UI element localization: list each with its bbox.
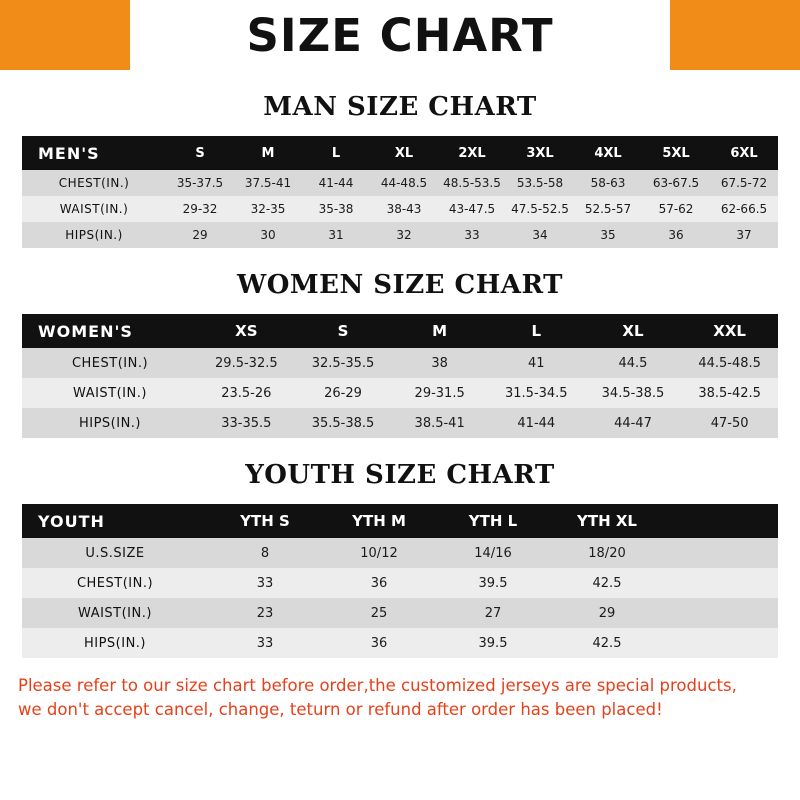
men-cell-2-7: 36 (668, 228, 684, 242)
women-cell-2-1: 35.5-38.5 (311, 415, 375, 431)
men-cell-1-7: 57-62 (658, 202, 694, 216)
men-col-6: 4XL (594, 145, 622, 161)
men-col-0: S (195, 145, 205, 161)
men-cell-0-8: 67.5-72 (720, 176, 768, 190)
women-row-2-label: HIPS(IN.) (78, 415, 142, 431)
men-cell-1-8: 62-66.5 (720, 202, 768, 216)
youth-table-body (22, 538, 778, 658)
men-cell-2-1: 30 (260, 228, 276, 242)
note-line-1: Please refer to our size chart before order,the customized jerseys are special products, (18, 676, 737, 695)
women-cell-1-3: 31.5-34.5 (505, 385, 568, 401)
men-cell-0-7: 63-67.5 (652, 176, 700, 190)
women-col-4: XL (622, 322, 644, 340)
youth-row-2-label: WAIST(IN.) (78, 605, 152, 621)
header-banner-inner (130, 0, 670, 70)
men-table-body (22, 170, 778, 248)
youth-row-label-header: YOUTH (38, 511, 105, 531)
table-row (22, 598, 778, 628)
youth-cell-2-3: 29 (598, 605, 616, 621)
men-table-head (22, 136, 778, 170)
youth-cell-3-0: 33 (256, 635, 274, 651)
youth-cell-3-spacer (664, 628, 778, 658)
youth-cell-1-1: 36 (370, 575, 388, 591)
table-row (22, 222, 778, 248)
women-cell-2-4: 44-47 (614, 415, 652, 431)
youth-cell-0-spacer (664, 538, 778, 568)
youth-cell-3-1: 36 (370, 635, 388, 651)
youth-col-3: YTH XL (577, 512, 637, 530)
table-row (22, 628, 778, 658)
men-cell-2-4: 33 (464, 228, 480, 242)
men-cell-1-1: 32-35 (250, 202, 286, 216)
section-women (0, 270, 800, 438)
men-cell-0-6: 58-63 (590, 176, 626, 190)
men-col-8: 6XL (730, 145, 758, 161)
section-title-youth: YOUTH SIZE CHART (245, 460, 555, 490)
table-header-row (22, 504, 778, 538)
women-row-label-header: WOMEN'S (38, 321, 133, 341)
youth-cell-1-3: 42.5 (592, 575, 622, 591)
youth-cell-2-0: 23 (256, 605, 274, 621)
youth-cell-0-1: 10/12 (360, 545, 398, 561)
men-cell-0-5: 53.5-58 (516, 176, 564, 190)
women-cell-2-2: 38.5-41 (414, 415, 465, 431)
women-cell-2-5: 47-50 (710, 415, 749, 431)
table-row (22, 408, 778, 438)
men-cell-1-4: 43-47.5 (448, 202, 496, 216)
youth-cell-1-2: 39.5 (478, 575, 508, 591)
youth-cell-0-3: 18/20 (588, 545, 626, 561)
men-cell-1-5: 47.5-52.5 (511, 202, 569, 216)
youth-cell-1-spacer (664, 568, 778, 598)
men-cell-0-0: 35-37.5 (176, 176, 224, 190)
men-cell-0-3: 44-48.5 (380, 176, 428, 190)
men-cell-2-2: 31 (328, 228, 344, 242)
youth-col-spacer (664, 504, 778, 538)
youth-cell-2-spacer (664, 598, 778, 628)
order-policy-note (0, 674, 800, 722)
men-cell-1-2: 35-38 (318, 202, 354, 216)
table-row (22, 348, 778, 378)
youth-row-1-label: CHEST(IN.) (76, 575, 154, 591)
women-cell-1-5: 38.5-42.5 (698, 385, 761, 401)
men-row-1-label: WAIST(IN.) (59, 202, 129, 216)
table-row (22, 568, 778, 598)
women-cell-2-3: 41-44 (517, 415, 556, 431)
men-col-5: 3XL (526, 145, 554, 161)
men-cell-1-6: 52.5-57 (584, 202, 632, 216)
youth-size-table (22, 504, 778, 658)
youth-col-2: YTH L (468, 512, 518, 530)
women-cell-1-0: 23.5-26 (221, 385, 272, 401)
women-cell-0-2: 38 (431, 355, 448, 371)
men-col-1: M (261, 145, 275, 161)
women-col-1: S (337, 322, 349, 340)
women-table-head (22, 314, 778, 348)
youth-cell-3-3: 42.5 (592, 635, 622, 651)
men-col-2: L (331, 145, 341, 161)
men-cell-2-8: 37 (736, 228, 752, 242)
men-cell-0-1: 37.5-41 (244, 176, 292, 190)
men-cell-2-5: 34 (532, 228, 548, 242)
men-col-4: 2XL (458, 145, 486, 161)
women-size-table (22, 314, 778, 438)
men-row-0-label: CHEST(IN.) (58, 176, 130, 190)
women-row-1-label: WAIST(IN.) (73, 385, 147, 401)
page-title: SIZE CHART (246, 8, 554, 62)
table-row (22, 170, 778, 196)
women-col-0: XS (235, 322, 258, 340)
note-line-2: we don't accept cancel, change, teturn or refund after order has been placed! (18, 699, 663, 719)
men-cell-1-3: 38-43 (386, 202, 422, 216)
youth-cell-3-2: 39.5 (478, 635, 508, 651)
youth-cell-2-2: 27 (484, 605, 502, 621)
women-cell-2-0: 33-35.5 (221, 415, 272, 431)
youth-row-0-label: U.S.SIZE (85, 545, 145, 561)
women-cell-1-1: 26-29 (324, 385, 362, 401)
youth-col-1: YTH M (352, 512, 406, 530)
header-banner (0, 0, 800, 70)
table-row (22, 538, 778, 568)
youth-cell-1-0: 33 (256, 575, 274, 591)
table-row (22, 196, 778, 222)
men-cell-2-3: 32 (396, 228, 412, 242)
men-size-table (22, 136, 778, 248)
table-header-row (22, 136, 778, 170)
women-cell-0-1: 32.5-35.5 (311, 355, 375, 371)
men-row-label-header: MEN'S (38, 143, 100, 163)
men-cell-2-0: 29 (192, 228, 208, 242)
women-table-body (22, 348, 778, 438)
table-row (22, 378, 778, 408)
men-cell-0-4: 48.5-53.5 (443, 176, 501, 190)
women-row-0-label: CHEST(IN.) (71, 355, 149, 371)
men-col-7: 5XL (662, 145, 690, 161)
women-col-3: L (531, 322, 542, 340)
section-title-women: WOMEN SIZE CHART (237, 270, 563, 300)
youth-cell-0-2: 14/16 (474, 545, 512, 561)
youth-table-head (22, 504, 778, 538)
women-cell-0-3: 41 (528, 355, 545, 371)
section-title-men: MAN SIZE CHART (263, 92, 537, 122)
women-col-5: XXL (713, 322, 746, 340)
women-cell-1-2: 29-31.5 (414, 385, 465, 401)
section-youth (0, 460, 800, 658)
men-col-3: XL (394, 145, 414, 161)
men-cell-2-6: 35 (600, 228, 616, 242)
men-cell-0-2: 41-44 (318, 176, 354, 190)
women-cell-0-0: 29.5-32.5 (215, 355, 278, 371)
women-col-2: M (432, 322, 448, 340)
table-header-row (22, 314, 778, 348)
youth-cell-2-1: 25 (370, 605, 388, 621)
section-men (0, 92, 800, 248)
men-row-2-label: HIPS(IN.) (65, 228, 123, 242)
women-cell-0-4: 44.5 (618, 355, 648, 371)
men-cell-1-0: 29-32 (182, 202, 218, 216)
youth-col-0: YTH S (240, 512, 290, 530)
women-cell-1-4: 34.5-38.5 (601, 385, 665, 401)
youth-row-3-label: HIPS(IN.) (83, 635, 147, 651)
youth-cell-0-0: 8 (260, 545, 270, 561)
women-cell-0-5: 44.5-48.5 (698, 355, 761, 371)
